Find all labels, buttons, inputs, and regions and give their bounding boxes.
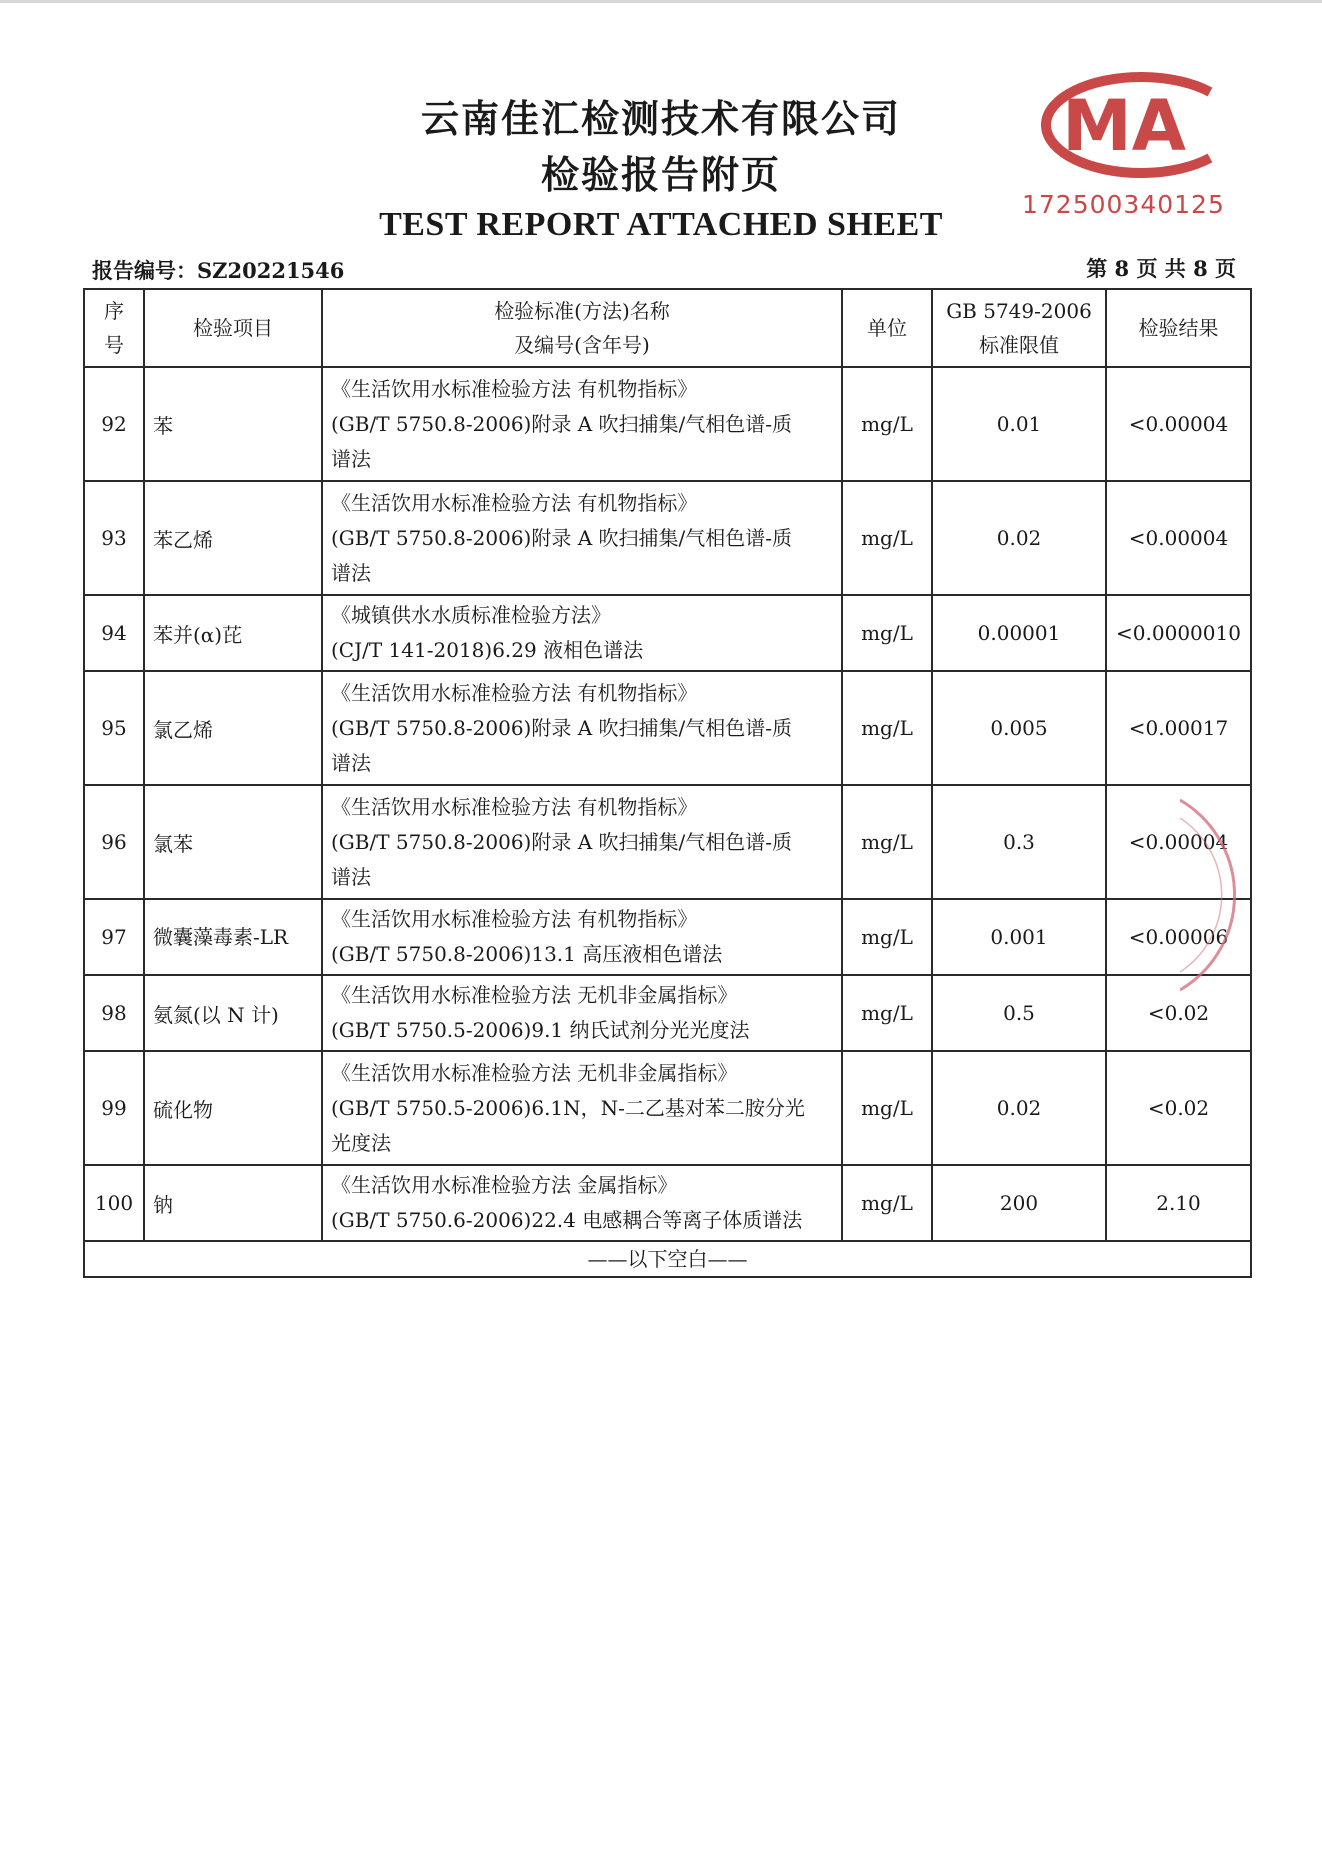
row-no: 95 [84, 671, 144, 785]
row-item: 苯并(α)芘 [144, 595, 322, 671]
row-unit: mg/L [842, 595, 932, 671]
row-result: <0.0000010 [1106, 595, 1251, 671]
english-title: TEST REPORT ATTACHED SHEET [379, 206, 943, 243]
row-item: 钠 [144, 1165, 322, 1241]
page-info: 第 8 页 共 8 页 [1086, 256, 1236, 281]
row-result: <0.00004 [1106, 785, 1251, 899]
col-result: 检验结果 [1106, 289, 1251, 367]
col-limit: GB 5749-2006 标准限值 [932, 289, 1106, 367]
company-name: 云南佳汇检测技术有限公司 [420, 97, 901, 141]
report-number [92, 255, 344, 285]
row-method: 《生活饮用水标准检验方法 有机物指标》 (GB/T 5750.8-2006)13.1 高压液相色谱法 [322, 899, 842, 975]
row-limit: 200 [932, 1165, 1106, 1241]
table-row [84, 1051, 1251, 1165]
blank-row [84, 1241, 1251, 1277]
row-limit: 0.00001 [932, 595, 1106, 671]
row-limit: 0.005 [932, 671, 1106, 785]
row-limit: 0.02 [932, 481, 1106, 595]
blank-marker: ——以下空白—— [84, 1241, 1251, 1277]
row-item: 微囊藻毒素-LR [144, 899, 322, 975]
col-method: 检验标准(方法)名称 及编号(含年号) [322, 289, 842, 367]
table-row [84, 671, 1251, 785]
row-unit: mg/L [842, 1165, 932, 1241]
row-method: 《生活饮用水标准检验方法 有机物指标》 (GB/T 5750.8-2006)附录 A 吹扫捕集/气相色谱-质 谱法 [322, 481, 842, 595]
table-row [84, 1165, 1251, 1241]
scan-top-edge [0, 0, 1322, 3]
row-no: 93 [84, 481, 144, 595]
row-limit: 0.01 [932, 367, 1106, 481]
row-no: 100 [84, 1165, 144, 1241]
row-limit: 0.3 [932, 785, 1106, 899]
col-item: 检验项目 [144, 289, 322, 367]
row-item: 氨氮(以 N 计) [144, 975, 322, 1051]
row-method: 《城镇供水水质标准检验方法》 (CJ/T 141-2018)6.29 液相色谱法 [322, 595, 842, 671]
page-subtitle: 检验报告附页 [540, 153, 781, 197]
row-no: 98 [84, 975, 144, 1051]
row-method: 《生活饮用水标准检验方法 有机物指标》 (GB/T 5750.8-2006)附录 A 吹扫捕集/气相色谱-质 谱法 [322, 785, 842, 899]
table-header-row [84, 289, 1251, 367]
table-row [84, 481, 1251, 595]
col-seq: 序 号 [84, 289, 144, 367]
row-item: 硫化物 [144, 1051, 322, 1165]
row-unit: mg/L [842, 1051, 932, 1165]
row-item: 氯乙烯 [144, 671, 322, 785]
cma-logo-text: MA [1062, 85, 1186, 167]
row-unit: mg/L [842, 671, 932, 785]
cma-number: 172500340125 [1022, 190, 1225, 219]
row-limit: 0.001 [932, 899, 1106, 975]
row-unit: mg/L [842, 975, 932, 1051]
row-item: 氯苯 [144, 785, 322, 899]
row-no: 94 [84, 595, 144, 671]
row-no: 96 [84, 785, 144, 899]
results-table [83, 288, 1252, 1278]
row-method: 《生活饮用水标准检验方法 无机非金属指标》 (GB/T 5750.5-2006)9.1 纳氏试剂分光光度法 [322, 975, 842, 1051]
row-result: <0.00004 [1106, 481, 1251, 595]
cma-logo [1020, 70, 1220, 180]
row-no: 92 [84, 367, 144, 481]
table-row [84, 899, 1251, 975]
report-number-label: 报告编号： [92, 258, 197, 283]
row-result: <0.00017 [1106, 671, 1251, 785]
table-row [84, 975, 1251, 1051]
row-result: <0.00004 [1106, 367, 1251, 481]
row-result: <0.02 [1106, 1051, 1251, 1165]
row-result: <0.00006 [1106, 899, 1251, 975]
row-no: 99 [84, 1051, 144, 1165]
row-item: 苯乙烯 [144, 481, 322, 595]
row-limit: 0.02 [932, 1051, 1106, 1165]
row-result: <0.02 [1106, 975, 1251, 1051]
row-unit: mg/L [842, 481, 932, 595]
row-method: 《生活饮用水标准检验方法 有机物指标》 (GB/T 5750.8-2006)附录 A 吹扫捕集/气相色谱-质 谱法 [322, 367, 842, 481]
row-limit: 0.5 [932, 975, 1106, 1051]
row-result: 2.10 [1106, 1165, 1251, 1241]
table-row [84, 367, 1251, 481]
row-method: 《生活饮用水标准检验方法 金属指标》 (GB/T 5750.6-2006)22.4 电感耦合等离子体质谱法 [322, 1165, 842, 1241]
row-no: 97 [84, 899, 144, 975]
row-item: 苯 [144, 367, 322, 481]
row-unit: mg/L [842, 367, 932, 481]
report-number-value: SZ20221546 [197, 258, 345, 283]
col-unit: 单位 [842, 289, 932, 367]
partial-seal-stamp [1180, 790, 1260, 1000]
table-row [84, 785, 1251, 899]
row-method: 《生活饮用水标准检验方法 有机物指标》 (GB/T 5750.8-2006)附录 A 吹扫捕集/气相色谱-质 谱法 [322, 671, 842, 785]
table-row [84, 595, 1251, 671]
row-unit: mg/L [842, 785, 932, 899]
row-method: 《生活饮用水标准检验方法 无机非金属指标》 (GB/T 5750.5-2006)6.1N，N-二乙基对苯二胺分光 光度法 [322, 1051, 842, 1165]
row-unit: mg/L [842, 899, 932, 975]
